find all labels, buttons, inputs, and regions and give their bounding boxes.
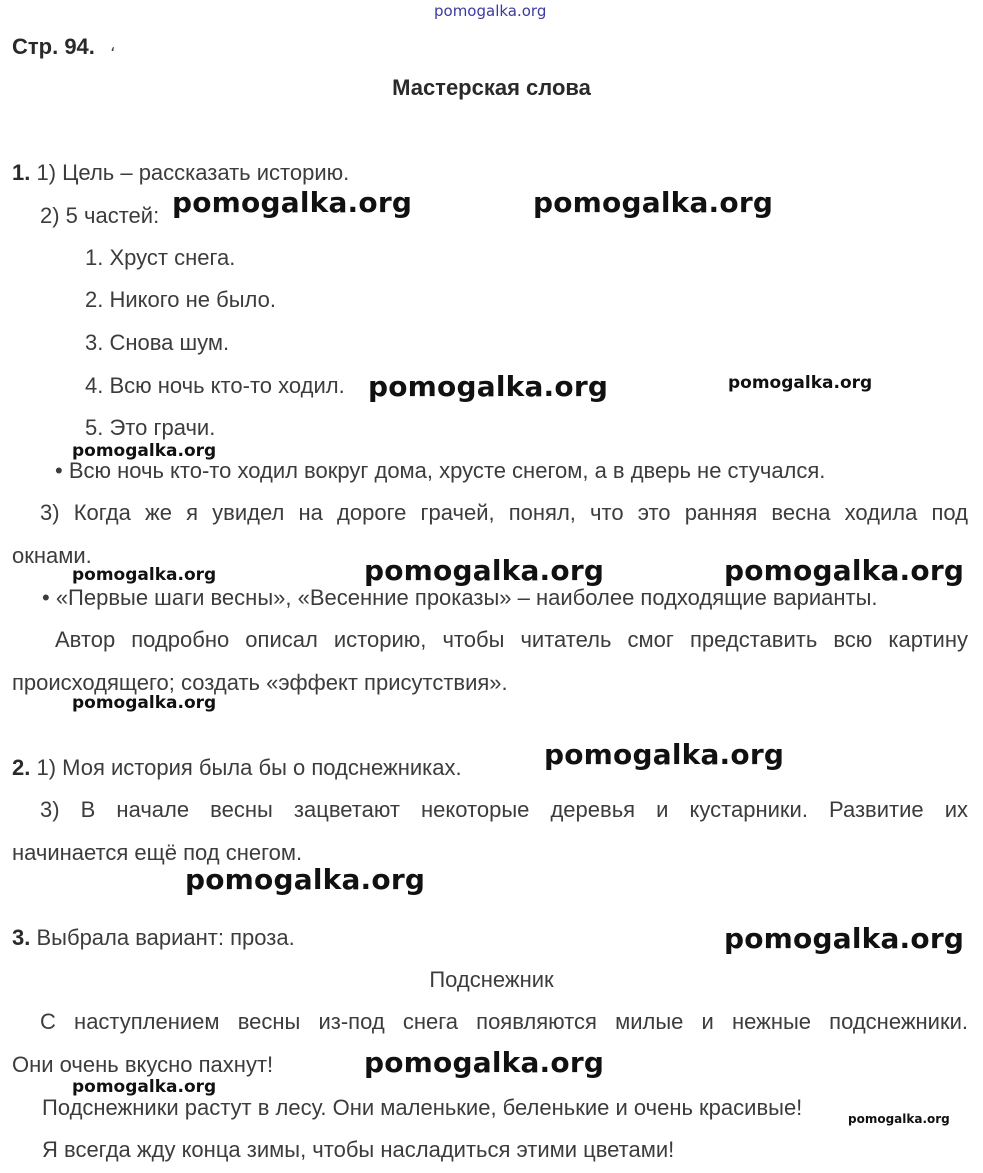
task1-para-a: Автор подробно описал историю, чтобы читатель смог представить всю картину (55, 627, 968, 652)
plan-item-3: 3. Снова шум. (85, 330, 230, 355)
plan-item-1: 1. Хруст снега. (85, 245, 236, 270)
plan-item-2: 2. Никого не было. (85, 287, 276, 312)
watermark-big-4: pomogalka.org (364, 554, 605, 587)
watermark-top: pomogalka.org (434, 2, 547, 20)
task2-topic: 1) Моя история была бы о подснежниках. (36, 755, 462, 780)
task2-number: 2. (12, 755, 31, 780)
task1-line1 (12, 160, 349, 186)
task1-para-b: происходящего; создать «эффект присутствия». (12, 670, 508, 695)
watermark-big-5: pomogalka.org (724, 554, 965, 587)
watermark-tiny: pomogalka.org (848, 1112, 950, 1126)
page-mark: ، (110, 38, 116, 55)
task1-line3b: окнами. (12, 543, 92, 568)
plan-item-4: 4. Всю ночь кто-то ходил. (85, 373, 345, 398)
task1-number: 1. (12, 160, 31, 185)
story-title: Подснежник (429, 967, 554, 992)
watermark-small-2: pomogalka.org (72, 441, 217, 461)
watermark-big-9: pomogalka.org (364, 1046, 605, 1079)
watermark-small-1: pomogalka.org (728, 373, 873, 393)
watermark-big-1: pomogalka.org (172, 186, 413, 219)
watermark-small-5: pomogalka.org (72, 1077, 217, 1097)
task1-parts: 2) 5 частей: (40, 203, 160, 228)
task3-number: 3. (12, 925, 31, 950)
page-number: Стр. 94. (12, 34, 95, 59)
task1-goal: 1) Цель – рассказать историю. (36, 160, 350, 185)
watermark-big-3: pomogalka.org (368, 370, 609, 403)
task1-bullet2: • «Первые шаги весны», «Весенние проказы» – наиболее подходящие варианты. (42, 585, 878, 610)
story-line2: Подснежники растут в лесу. Они маленькие, беленькие и очень красивые! (42, 1095, 803, 1120)
task1-bullet1: • Всю ночь кто-то ходил вокруг дома, хрусте снегом, а в дверь не стучался. (55, 458, 826, 483)
task3-line1 (12, 925, 295, 951)
plan-item-5: 5. Это грачи. (85, 415, 216, 440)
task3-choice: Выбрала вариант: проза. (36, 925, 295, 950)
watermark-big-8: pomogalka.org (724, 922, 965, 955)
story-line3: Я всегда жду конца зимы, чтобы насладиться этими цветами! (42, 1137, 675, 1162)
watermark-big-7: pomogalka.org (185, 863, 426, 896)
watermark-small-4: pomogalka.org (72, 693, 217, 713)
watermark-small-3: pomogalka.org (72, 565, 217, 585)
watermark-big-2: pomogalka.org (533, 186, 774, 219)
page-title: Мастерская слова (392, 75, 591, 100)
watermark-big-6: pomogalka.org (544, 738, 785, 771)
task1-line3a: 3) Когда же я увидел на дороге грачей, понял, что это ранняя весна ходила под (40, 500, 968, 525)
story-line1a: С наступлением весны из-под снега появляются милые и нежные подснежники. (40, 1009, 968, 1034)
story-line1b: Они очень вкусно пахнут! (12, 1052, 274, 1077)
task2-line3b: начинается ещё под снегом. (12, 840, 303, 865)
task2-line3a: 3) В начале весны зацветают некоторые деревья и кустарники. Развитие их (40, 797, 968, 822)
task2-line1 (12, 755, 462, 781)
